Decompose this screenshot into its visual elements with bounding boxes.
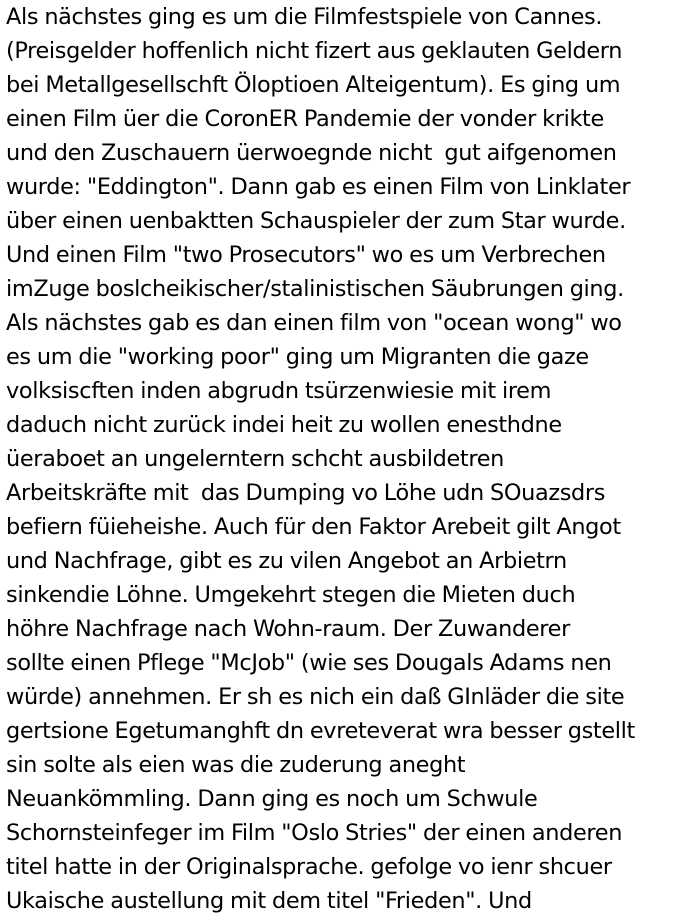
document-body — [6, 0, 684, 920]
text-line: Und einen Film "two Prosecutors" wo es um Verbrechen — [6, 242, 606, 268]
text-line: und Nachfrage, gibt es zu vilen Angebot an Arbietrn — [6, 548, 567, 574]
text-line: wurde: "Eddington". Dann gab es einen Film von Linklater — [6, 174, 631, 200]
text-line: imZuge boslcheikischer/stalinistischen Säubrungen ging. — [6, 276, 624, 302]
text-line: Als nächstes ging es um die Filmfestspiele von Cannes. — [6, 4, 603, 30]
text-line: volksiscften inden abgrudn tsürzenwiesie mit irem — [6, 378, 552, 404]
text-line: Schornsteinfeger im Film "Oslo Stries" der einen anderen — [6, 820, 623, 846]
text-line: daduch nicht zurück indei heit zu wollen enesthdne — [6, 412, 562, 438]
text-line: (Preisgelder hoffenlich nicht fizert aus geklauten Geldern — [6, 38, 623, 64]
text-line: würde) annehmen. Er sh es nich ein daß GInläder die site — [6, 684, 625, 710]
text-line: höhre Nachfrage nach Wohn-raum. Der Zuwanderer — [6, 616, 570, 642]
text-line: Neuankömmling. Dann ging es noch um Schwule — [6, 786, 538, 812]
text-line: bei Metallgesellschft Öloptioen Alteigentum). Es ging um — [6, 72, 621, 98]
text-line: es um die "working poor" ging um Migranten die gaze — [6, 344, 589, 370]
text-line: sin solte als eien was die zuderung aneght — [6, 752, 466, 778]
text-line: gertsione Egetumanghft dn evreteverat wra besser gstellt — [6, 718, 635, 744]
text-line: Arbeitskräfte mit das Dumping vo Löhe udn SOuazsdrs — [6, 480, 606, 506]
text-line: und den Zuschauern üerwoegnde nicht gut aifgenomen — [6, 140, 617, 166]
text-line: sollte einen Pflege "McJob" (wie ses Dougals Adams nen — [6, 650, 612, 676]
text-line: üeraboet an ungelerntern schcht ausbildetren — [6, 446, 504, 472]
text-line: sinkendie Löhne. Umgekehrt stegen die Mieten duch — [6, 582, 576, 608]
text-line: titel hatte in der Originalsprache. gefolge vo ienr shcuer — [6, 854, 612, 880]
text-line: befiern füieheishe. Auch für den Faktor Arebeit gilt Angot — [6, 514, 621, 540]
text-line: einen Film üer die CoronER Pandemie der vonder krikte — [6, 106, 604, 132]
text-line: über einen uenbaktten Schauspieler der zum Star wurde. — [6, 208, 626, 234]
text-line: Ukaische austellung mit dem titel "Frieden". Und — [6, 888, 532, 914]
text-line: Als nächstes gab es dan einen film von "ocean wong" wo — [6, 310, 622, 336]
